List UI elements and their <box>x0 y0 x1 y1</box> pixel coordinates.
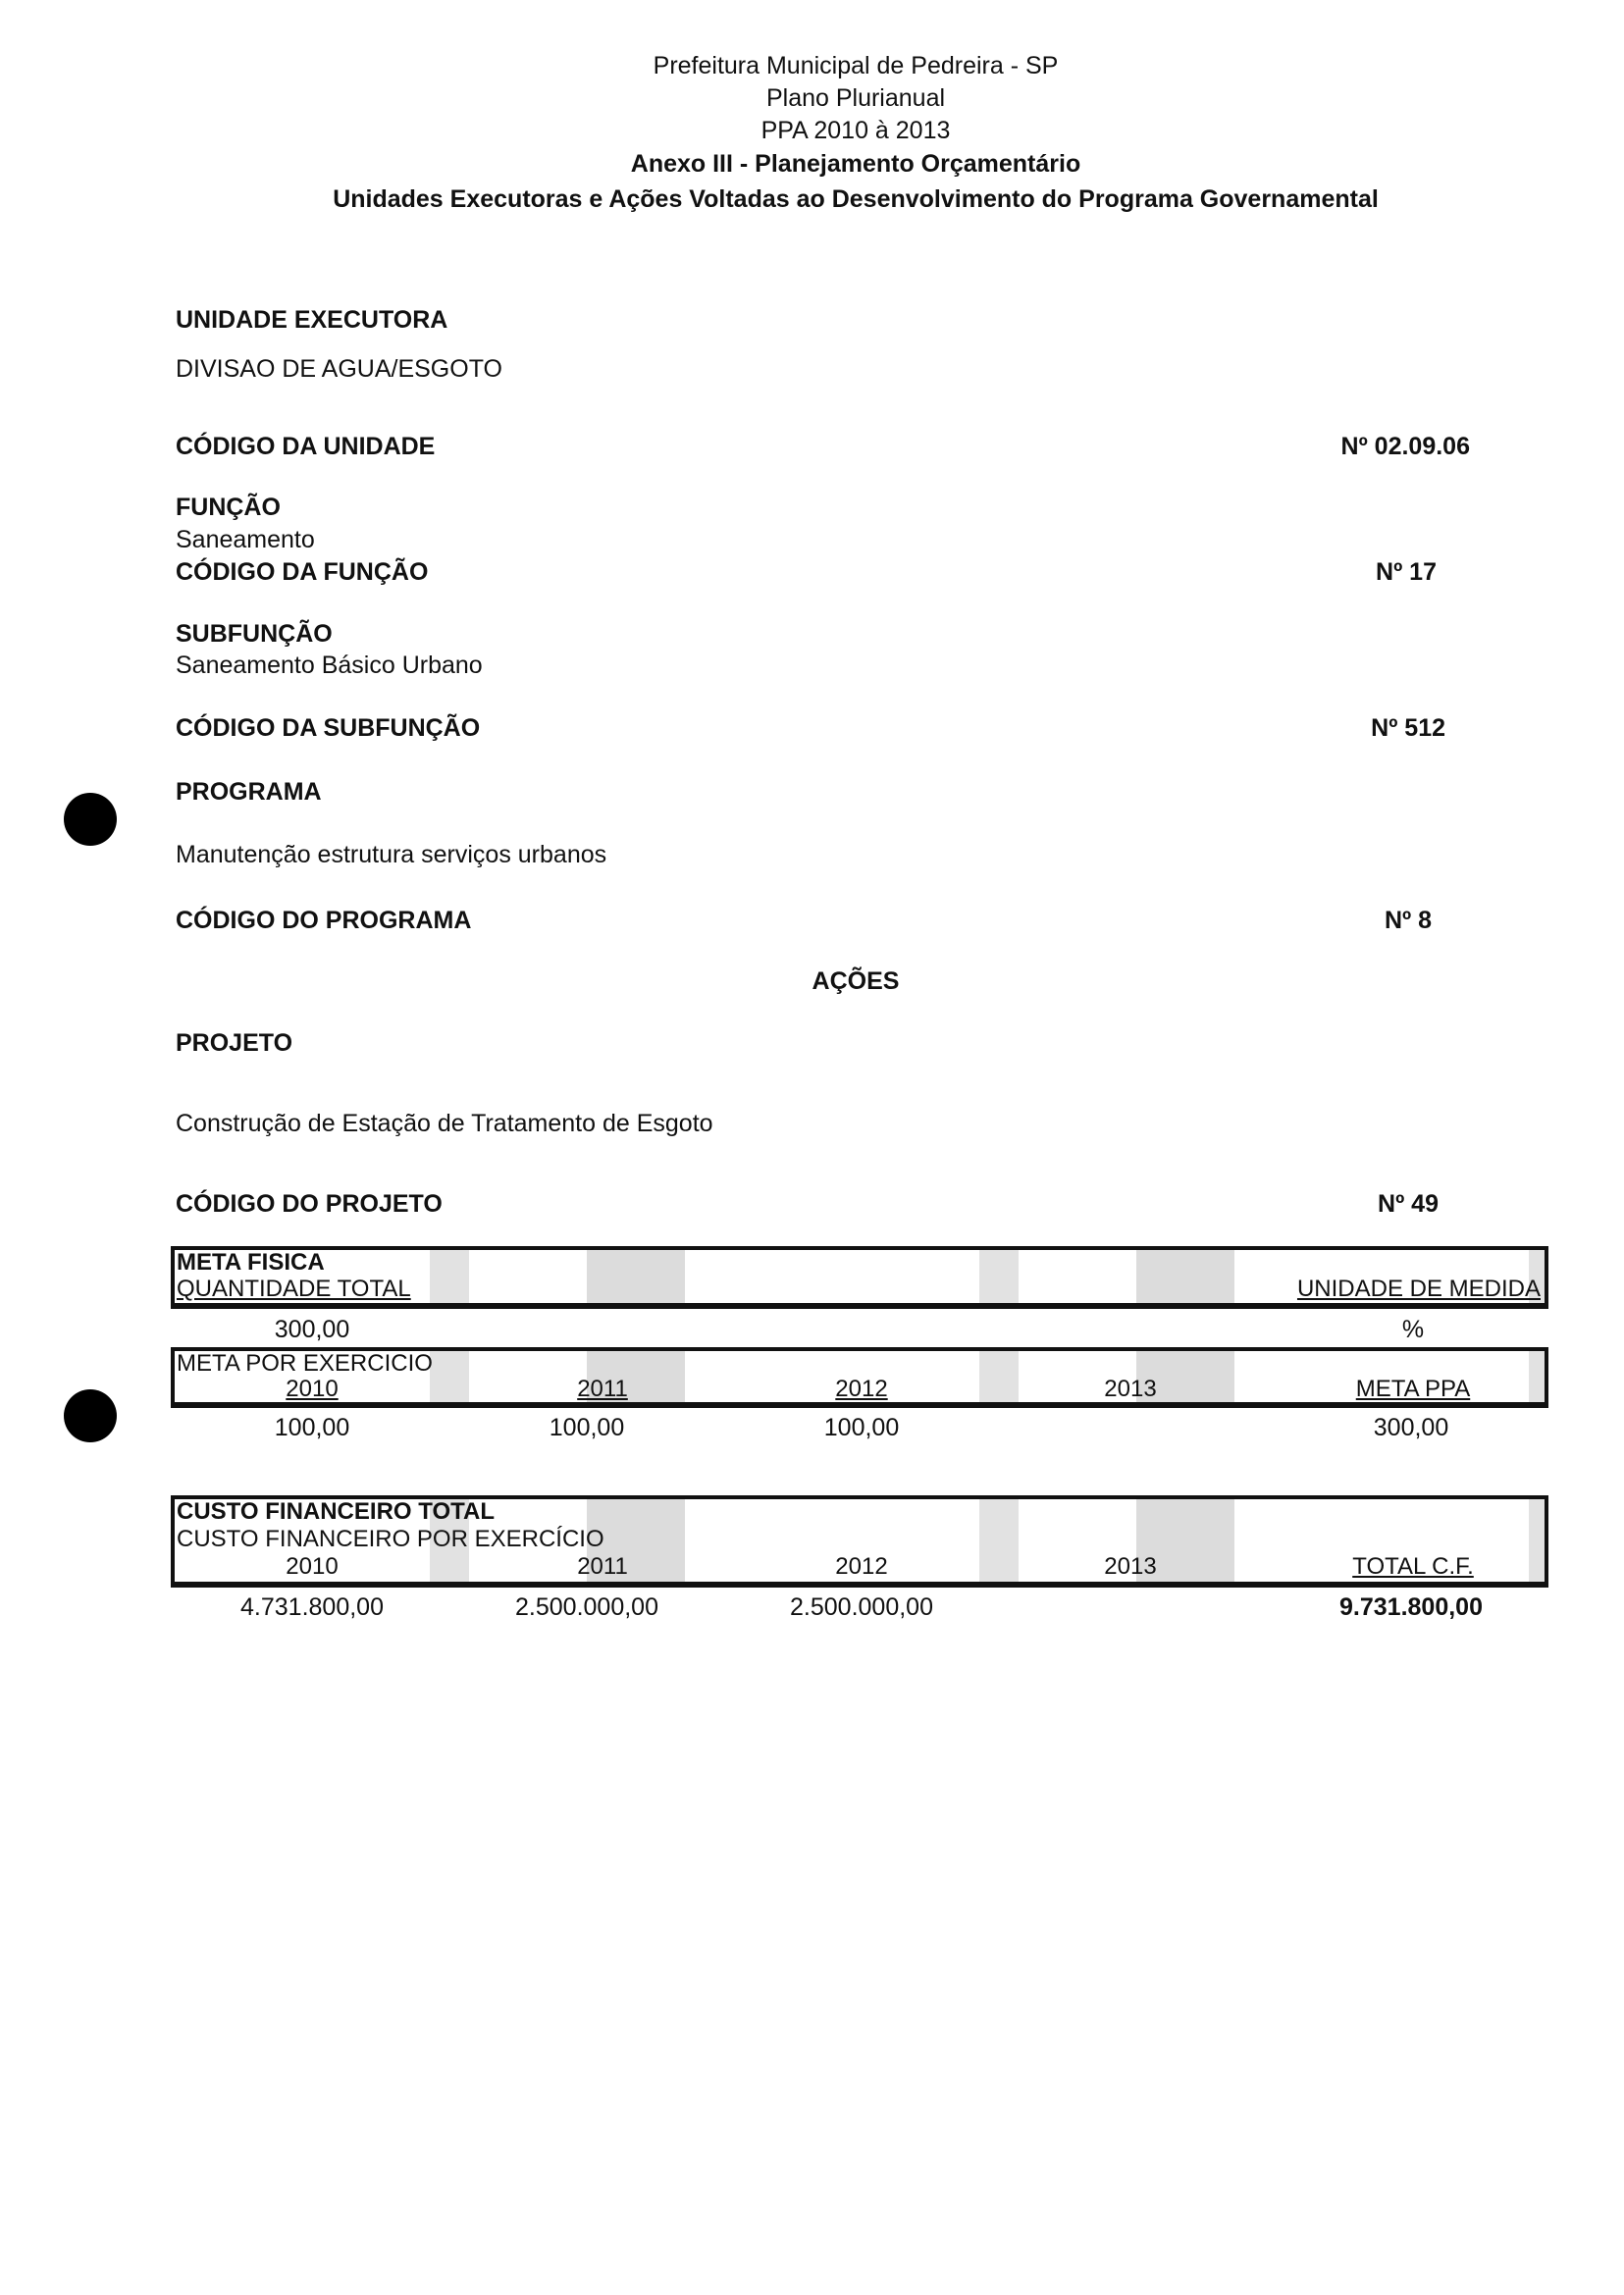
unidade-code-label: CÓDIGO DA UNIDADE <box>176 433 436 460</box>
meta-ppa-label: META PPA <box>1355 1376 1471 1402</box>
programa-label: PROGRAMA <box>176 778 322 806</box>
year-2010: 2010 <box>286 1553 339 1580</box>
meta-2011: 100,00 <box>549 1414 625 1441</box>
programa-code-label: CÓDIGO DO PROGRAMA <box>176 907 472 934</box>
year-2012: 2012 <box>835 1376 888 1402</box>
subfuncao-code: Nº 512 <box>1371 714 1445 742</box>
custo-2012: 2.500.000,00 <box>790 1593 933 1621</box>
custo-title: CUSTO FINANCEIRO TOTAL <box>177 1498 495 1525</box>
year-2012: 2012 <box>835 1553 888 1580</box>
total-cf-value: 9.731.800,00 <box>1339 1593 1483 1621</box>
unidade-label: UNIDADE EXECUTORA <box>176 306 448 334</box>
funcao-value: Saneamento <box>176 526 315 553</box>
year-2011: 2011 <box>577 1376 628 1402</box>
header-subtitle: Unidades Executoras e Ações Voltadas ao Desenvolvimento do Programa Governamental <box>333 185 1379 213</box>
custo-header <box>171 1495 1548 1588</box>
acoes-heading: AÇÕES <box>812 967 900 995</box>
custo-2011: 2.500.000,00 <box>515 1593 658 1621</box>
custo-subtitle: CUSTO FINANCEIRO POR EXERCÍCIO <box>177 1526 604 1552</box>
subfuncao-label: SUBFUNÇÃO <box>176 620 333 648</box>
projeto-label: PROJETO <box>176 1029 293 1057</box>
meta-exercicio-title: META POR EXERCICIO <box>177 1350 433 1377</box>
header-line: Prefeitura Municipal de Pedreira - SP <box>653 52 1059 79</box>
projeto-code-label: CÓDIGO DO PROJETO <box>176 1190 443 1218</box>
programa-code: Nº 8 <box>1384 907 1432 934</box>
year-2010: 2010 <box>286 1376 339 1402</box>
header-line: PPA 2010 à 2013 <box>760 117 951 144</box>
unit-label: UNIDADE DE MEDIDA <box>1296 1276 1541 1302</box>
unidade-code: Nº 02.09.06 <box>1340 433 1470 460</box>
unidade-value: DIVISAO DE AGUA/ESGOTO <box>176 355 502 383</box>
unit-value: % <box>1401 1316 1425 1343</box>
punch-hole <box>64 1389 117 1442</box>
projeto-value: Construção de Estação de Tratamento de Esgoto <box>176 1110 713 1137</box>
header-line: Plano Plurianual <box>765 84 946 112</box>
year-2013: 2013 <box>1104 1553 1157 1580</box>
year-2011: 2011 <box>577 1553 628 1580</box>
qty-value: 300,00 <box>274 1316 350 1343</box>
funcao-code-label: CÓDIGO DA FUNÇÃO <box>176 558 429 586</box>
projeto-code: Nº 49 <box>1378 1190 1439 1218</box>
custo-2010: 4.731.800,00 <box>240 1593 384 1621</box>
funcao-code: Nº 17 <box>1376 558 1437 586</box>
year-2013: 2013 <box>1104 1376 1157 1402</box>
qty-label: QUANTIDADE TOTAL <box>177 1276 411 1302</box>
meta-2012: 100,00 <box>823 1414 900 1441</box>
header-title: Anexo III - Planejamento Orçamentário <box>630 150 1081 178</box>
programa-value: Manutenção estrutura serviços urbanos <box>176 841 607 868</box>
subfuncao-value: Saneamento Básico Urbano <box>176 652 483 679</box>
subfuncao-code-label: CÓDIGO DA SUBFUNÇÃO <box>176 714 481 742</box>
meta-exercicio-header <box>171 1347 1548 1408</box>
meta-2010: 100,00 <box>274 1414 350 1441</box>
funcao-label: FUNÇÃO <box>176 494 281 521</box>
punch-hole <box>64 793 117 846</box>
meta-ppa-value: 300,00 <box>1373 1414 1449 1441</box>
meta-fisica-header <box>171 1246 1548 1309</box>
total-cf-label: TOTAL C.F. <box>1352 1553 1474 1580</box>
meta-fisica-title: META FISICA <box>177 1249 325 1276</box>
